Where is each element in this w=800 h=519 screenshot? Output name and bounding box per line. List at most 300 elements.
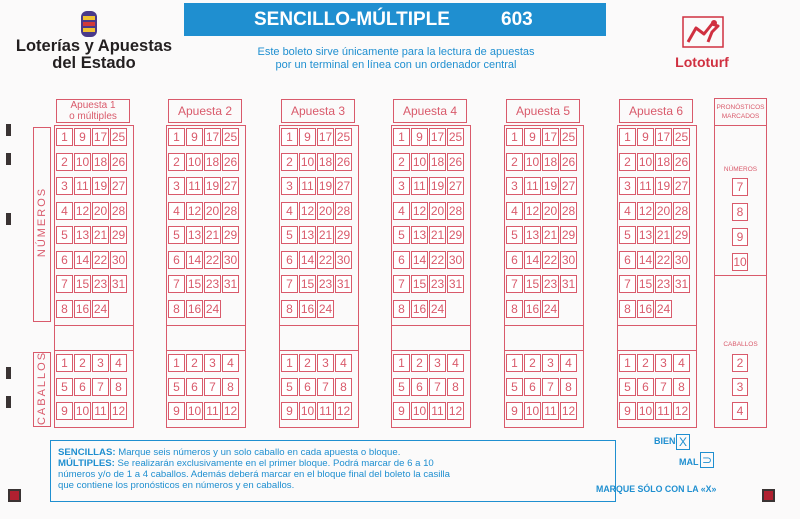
number-box[interactable]: 30 [336, 252, 351, 267]
number-box[interactable]: 4 [56, 202, 73, 220]
number-box[interactable]: 23 [656, 277, 671, 291]
number-box[interactable]: 15 [300, 277, 315, 291]
number-box[interactable]: 7 [56, 275, 73, 293]
number-box[interactable]: 30 [223, 252, 238, 267]
number-box[interactable]: 24 [205, 301, 220, 316]
number-box[interactable]: 5 [619, 226, 636, 244]
number-box[interactable]: 4 [168, 202, 185, 220]
number-box[interactable]: 10 [412, 154, 427, 169]
number-box[interactable]: 28 [561, 203, 576, 218]
number-box[interactable]: 26 [223, 154, 238, 169]
horse-box[interactable]: 2 [637, 354, 654, 372]
number-box[interactable]: 21 [430, 228, 445, 242]
number-box[interactable]: 21 [543, 228, 558, 242]
horse-box[interactable]: 12 [561, 404, 576, 418]
number-box[interactable]: 31 [223, 277, 238, 291]
number-box[interactable]: 4 [393, 202, 410, 220]
number-box[interactable]: 20 [543, 203, 558, 218]
number-box[interactable]: 10 [525, 154, 540, 169]
number-box[interactable]: 3 [56, 177, 73, 195]
number-box[interactable]: 5 [281, 226, 298, 244]
number-box[interactable]: 23 [93, 277, 108, 291]
horse-box[interactable]: 4 [222, 354, 239, 372]
horse-box[interactable]: 9 [506, 402, 523, 420]
block-divider [617, 325, 697, 326]
number-box[interactable]: 21 [93, 228, 108, 242]
number-box[interactable]: 16 [300, 301, 315, 316]
number-box[interactable]: 1 [56, 128, 73, 146]
number-box[interactable]: 7 [281, 275, 298, 293]
number-box[interactable]: 12 [412, 203, 427, 218]
number-box[interactable]: 14 [75, 252, 90, 267]
subtitle-line-1: Este boleto sirve únicamente para la lectura de apuestas [257, 46, 535, 58]
number-box[interactable]: 2 [281, 153, 298, 171]
multiples-label: MÚLTIPLES: [58, 458, 115, 469]
block-header: Apuesta 4 [393, 99, 467, 123]
horse-box[interactable]: 1 [506, 354, 523, 372]
horse-box[interactable]: 11 [317, 402, 334, 420]
number-box[interactable]: 13 [525, 228, 540, 242]
number-box[interactable]: 2 [168, 153, 185, 171]
number-box[interactable]: 29 [674, 228, 689, 242]
number-box[interactable]: 17 [543, 130, 558, 144]
number-box[interactable]: 25 [111, 130, 126, 144]
horse-box[interactable]: 2 [299, 354, 316, 372]
horse-box[interactable]: 5 [56, 378, 73, 396]
number-box[interactable]: 1 [281, 128, 298, 146]
horse-box[interactable]: 12 [674, 404, 689, 418]
horse-box[interactable]: 11 [542, 402, 559, 420]
number-box[interactable]: 31 [448, 277, 463, 291]
pronosticos-divider [714, 275, 767, 276]
horse-box[interactable]: 8 [447, 378, 464, 396]
block-header: Apuesta 6 [619, 99, 693, 123]
number-box[interactable]: 18 [205, 154, 220, 169]
horse-box[interactable]: 7 [92, 378, 109, 396]
number-box[interactable]: 19 [93, 179, 108, 193]
number-box[interactable]: 10 [75, 154, 90, 169]
number-box[interactable]: 17 [318, 130, 333, 144]
block-divider [391, 325, 471, 326]
number-box[interactable]: 9 [411, 128, 428, 146]
number-box[interactable]: 30 [448, 252, 463, 267]
number-box[interactable]: 13 [300, 228, 315, 242]
number-box[interactable]: 14 [525, 252, 540, 267]
number-box[interactable]: 6 [506, 251, 523, 269]
mal-example-box: ⊃ [701, 453, 713, 467]
pronostico-caballos-box[interactable]: 2 [732, 354, 748, 372]
brand-line-2: del Estado [52, 54, 136, 72]
number-box[interactable]: 25 [448, 130, 463, 144]
number-box[interactable]: 5 [56, 226, 73, 244]
number-box[interactable]: 16 [412, 301, 427, 316]
number-box[interactable]: 30 [674, 252, 689, 267]
number-box[interactable]: 8 [393, 300, 410, 318]
horse-box[interactable]: 3 [429, 354, 446, 372]
horse-box[interactable]: 7 [204, 378, 221, 396]
pronosticos-title-2: MARCADOS [721, 113, 760, 120]
number-box[interactable]: 2 [619, 153, 636, 171]
number-box[interactable]: 27 [448, 179, 463, 193]
horse-box[interactable]: 8 [560, 378, 577, 396]
horse-box[interactable]: 5 [281, 378, 298, 396]
number-box[interactable]: 7 [393, 275, 410, 293]
horse-box[interactable]: 3 [317, 354, 334, 372]
horse-box[interactable]: 10 [75, 404, 90, 418]
number-box[interactable]: 8 [506, 300, 523, 318]
number-box[interactable]: 23 [543, 277, 558, 291]
horse-box[interactable]: 10 [300, 404, 315, 418]
number-box[interactable]: 18 [656, 154, 671, 169]
pronosticos-title-1: PRONÓSTICOS [716, 104, 765, 111]
horse-box[interactable]: 12 [223, 404, 238, 418]
number-box[interactable]: 11 [74, 177, 91, 195]
number-box[interactable]: 30 [561, 252, 576, 267]
multiples-text-1: Se realizarán exclusivamente en el primer bloque. Podrá marcar de 6 a 10 [114, 458, 434, 469]
number-box[interactable]: 21 [318, 228, 333, 242]
horse-box[interactable]: 2 [524, 354, 541, 372]
number-box[interactable]: 3 [168, 177, 185, 195]
mal-label: MAL [679, 457, 699, 467]
horse-box[interactable]: 9 [393, 402, 410, 420]
number-box[interactable]: 12 [300, 203, 315, 218]
number-box[interactable]: 5 [393, 226, 410, 244]
horse-box[interactable]: 6 [299, 378, 316, 396]
number-box[interactable]: 22 [656, 252, 671, 267]
number-box[interactable]: 20 [318, 203, 333, 218]
number-box[interactable]: 8 [56, 300, 73, 318]
number-box[interactable]: 10 [638, 154, 653, 169]
number-box[interactable]: 8 [281, 300, 298, 318]
horse-box[interactable]: 5 [393, 378, 410, 396]
number-box[interactable]: 22 [430, 252, 445, 267]
number-box[interactable]: 29 [336, 228, 351, 242]
number-box[interactable]: 11 [299, 177, 316, 195]
horse-box[interactable]: 9 [168, 402, 185, 420]
number-box[interactable]: 7 [506, 275, 523, 293]
number-box[interactable]: 29 [111, 228, 126, 242]
horse-box[interactable]: 9 [619, 402, 636, 420]
number-box[interactable]: 4 [281, 202, 298, 220]
horse-box[interactable]: 10 [412, 404, 427, 418]
corner-mark [8, 489, 21, 502]
horse-box[interactable]: 10 [187, 404, 202, 418]
number-box[interactable]: 13 [75, 228, 90, 242]
horse-box[interactable]: 3 [655, 354, 672, 372]
horse-box[interactable]: 9 [56, 402, 73, 420]
number-box[interactable]: 18 [430, 154, 445, 169]
brand-name [8, 38, 180, 72]
number-box[interactable]: 15 [75, 277, 90, 291]
number-box[interactable]: 23 [318, 277, 333, 291]
horse-box[interactable]: 11 [655, 402, 672, 420]
number-box[interactable]: 6 [393, 251, 410, 269]
multiples-text-2: números y/o de 1 a 4 caballos. Además deberá marcar en el bloque final del boleto la casilla [58, 469, 450, 480]
timing-mark [6, 396, 11, 408]
number-box[interactable]: 24 [93, 301, 108, 316]
number-box[interactable]: 6 [619, 251, 636, 269]
number-box[interactable]: 31 [336, 277, 351, 291]
horse-box[interactable]: 5 [168, 378, 185, 396]
lototurf-logo: Lototurf [675, 54, 729, 70]
number-box[interactable]: 5 [168, 226, 185, 244]
number-box[interactable]: 25 [336, 130, 351, 144]
pronostico-numeros-box[interactable]: 10 [733, 255, 747, 269]
lae-emblem-icon [78, 9, 100, 39]
number-box[interactable]: 3 [393, 177, 410, 195]
number-box[interactable]: 11 [524, 177, 541, 195]
horse-box[interactable]: 7 [317, 378, 334, 396]
horse-box[interactable]: 1 [168, 354, 185, 372]
number-box[interactable]: 29 [561, 228, 576, 242]
number-box[interactable]: 12 [525, 203, 540, 218]
number-box[interactable]: 19 [318, 179, 333, 193]
number-box[interactable]: 16 [187, 301, 202, 316]
number-box[interactable]: 27 [111, 179, 126, 193]
number-box[interactable]: 21 [656, 228, 671, 242]
number-box[interactable]: 2 [393, 153, 410, 171]
number-box[interactable]: 31 [674, 277, 689, 291]
number-box[interactable]: 7 [619, 275, 636, 293]
number-box[interactable]: 23 [430, 277, 445, 291]
block-divider [391, 350, 471, 351]
number-box[interactable]: 1 [168, 128, 185, 146]
horse-box[interactable]: 4 [673, 354, 690, 372]
number-box[interactable]: 29 [448, 228, 463, 242]
horse-box[interactable]: 4 [560, 354, 577, 372]
number-box[interactable]: 18 [318, 154, 333, 169]
horse-box[interactable]: 11 [92, 402, 109, 420]
number-box[interactable]: 14 [187, 252, 202, 267]
number-box[interactable]: 16 [75, 301, 90, 316]
number-box[interactable]: 8 [619, 300, 636, 318]
horse-box[interactable]: 1 [619, 354, 636, 372]
number-box[interactable]: 26 [674, 154, 689, 169]
horse-box[interactable]: 1 [56, 354, 73, 372]
corner-mark [762, 489, 775, 502]
number-box[interactable]: 29 [223, 228, 238, 242]
number-box[interactable]: 15 [412, 277, 427, 291]
number-box[interactable]: 28 [336, 203, 351, 218]
block-divider [166, 350, 246, 351]
horse-box[interactable]: 4 [447, 354, 464, 372]
pronostico-numeros-box[interactable]: 7 [732, 178, 748, 196]
number-box[interactable]: 2 [506, 153, 523, 171]
pronostico-numeros-box[interactable]: 8 [732, 203, 748, 221]
horse-box[interactable]: 6 [74, 378, 91, 396]
number-box[interactable]: 26 [111, 154, 126, 169]
number-box[interactable]: 4 [619, 202, 636, 220]
number-box[interactable]: 17 [205, 130, 220, 144]
number-box[interactable]: 12 [638, 203, 653, 218]
horse-box[interactable]: 8 [110, 378, 127, 396]
horse-box[interactable]: 4 [335, 354, 352, 372]
horse-box[interactable]: 3 [92, 354, 109, 372]
number-box[interactable]: 25 [561, 130, 576, 144]
number-box[interactable]: 11 [186, 177, 203, 195]
number-box[interactable]: 9 [186, 128, 203, 146]
number-box[interactable]: 6 [281, 251, 298, 269]
number-box[interactable]: 9 [637, 128, 654, 146]
number-box[interactable]: 19 [656, 179, 671, 193]
number-box[interactable]: 9 [74, 128, 91, 146]
pronostico-numeros-box[interactable]: 9 [732, 228, 748, 246]
number-box[interactable]: 10 [300, 154, 315, 169]
number-box[interactable]: 27 [223, 179, 238, 193]
number-box[interactable]: 15 [638, 277, 653, 291]
number-box[interactable]: 25 [223, 130, 238, 144]
horse-box[interactable]: 8 [335, 378, 352, 396]
horse-box[interactable]: 12 [111, 404, 126, 418]
horse-box[interactable]: 7 [429, 378, 446, 396]
number-box[interactable]: 20 [656, 203, 671, 218]
horse-box[interactable]: 1 [393, 354, 410, 372]
number-box[interactable]: 20 [205, 203, 220, 218]
block-divider [617, 350, 697, 351]
instructions-sencillas [58, 447, 615, 458]
number-box[interactable]: 18 [543, 154, 558, 169]
horse-box[interactable]: 2 [74, 354, 91, 372]
horse-box[interactable]: 7 [542, 378, 559, 396]
number-box[interactable]: 15 [187, 277, 202, 291]
number-box[interactable]: 5 [506, 226, 523, 244]
number-box[interactable]: 9 [299, 128, 316, 146]
number-box[interactable]: 17 [430, 130, 445, 144]
number-box[interactable]: 26 [448, 154, 463, 169]
number-box[interactable]: 20 [93, 203, 108, 218]
number-box[interactable]: 13 [187, 228, 202, 242]
timing-mark [6, 124, 11, 136]
number-box[interactable]: 17 [656, 130, 671, 144]
number-box[interactable]: 24 [318, 301, 333, 316]
number-box[interactable]: 26 [336, 154, 351, 169]
number-box[interactable]: 22 [543, 252, 558, 267]
number-box[interactable]: 19 [205, 179, 220, 193]
horse-box[interactable]: 10 [525, 404, 540, 418]
title-bar [184, 3, 606, 36]
number-box[interactable]: 24 [430, 301, 445, 316]
number-box[interactable]: 2 [56, 153, 73, 171]
number-box[interactable]: 22 [93, 252, 108, 267]
horse-box[interactable]: 2 [411, 354, 428, 372]
number-box[interactable]: 6 [168, 251, 185, 269]
number-box[interactable]: 3 [619, 177, 636, 195]
number-box[interactable]: 27 [674, 179, 689, 193]
horse-box[interactable]: 3 [542, 354, 559, 372]
sencillas-label: SENCILLAS: [58, 447, 116, 458]
marking-instruction: MARQUE SÓLO CON LA «X» [596, 484, 717, 494]
number-box[interactable]: 23 [205, 277, 220, 291]
number-box[interactable]: 16 [525, 301, 540, 316]
number-box[interactable]: 19 [543, 179, 558, 193]
horse-box[interactable]: 6 [411, 378, 428, 396]
number-box[interactable]: 7 [168, 275, 185, 293]
pronostico-caballos-box[interactable]: 3 [732, 378, 748, 396]
number-box[interactable]: 28 [448, 203, 463, 218]
number-box[interactable]: 27 [336, 179, 351, 193]
number-box[interactable]: 14 [300, 252, 315, 267]
timing-mark [6, 367, 11, 379]
number-box[interactable]: 19 [430, 179, 445, 193]
block-header: Apuesta 2 [168, 99, 242, 123]
number-box[interactable]: 11 [411, 177, 428, 195]
horse-box[interactable]: 12 [336, 404, 351, 418]
horse-box[interactable]: 9 [281, 402, 298, 420]
number-box[interactable]: 9 [524, 128, 541, 146]
horse-box[interactable]: 7 [655, 378, 672, 396]
number-box[interactable]: 16 [638, 301, 653, 316]
number-box[interactable]: 31 [111, 277, 126, 291]
number-box[interactable]: 8 [168, 300, 185, 318]
number-box[interactable]: 28 [223, 203, 238, 218]
number-box[interactable]: 17 [93, 130, 108, 144]
number-box[interactable]: 18 [93, 154, 108, 169]
number-box[interactable]: 21 [205, 228, 220, 242]
block-header: Apuesta 3 [281, 99, 355, 123]
horse-box[interactable]: 12 [448, 404, 463, 418]
pronostico-caballos-box[interactable]: 4 [732, 402, 748, 420]
number-box[interactable]: 4 [506, 202, 523, 220]
number-box[interactable]: 3 [506, 177, 523, 195]
horse-box[interactable]: 8 [673, 378, 690, 396]
horse-box[interactable]: 11 [429, 402, 446, 420]
number-box[interactable]: 24 [543, 301, 558, 316]
subtitle-line-2: por un terminal en línea con un ordenador central [275, 59, 517, 71]
number-box[interactable]: 27 [561, 179, 576, 193]
horse-box[interactable]: 10 [638, 404, 653, 418]
horse-box[interactable]: 4 [110, 354, 127, 372]
number-box[interactable]: 26 [561, 154, 576, 169]
number-box[interactable]: 12 [75, 203, 90, 218]
number-box[interactable]: 24 [656, 301, 671, 316]
number-box[interactable]: 12 [187, 203, 202, 218]
number-box[interactable]: 31 [561, 277, 576, 291]
number-box[interactable]: 20 [430, 203, 445, 218]
number-box[interactable]: 1 [506, 128, 523, 146]
horse-box[interactable]: 5 [619, 378, 636, 396]
number-box[interactable]: 14 [638, 252, 653, 267]
horse-box[interactable]: 8 [222, 378, 239, 396]
number-box[interactable]: 28 [674, 203, 689, 218]
number-box[interactable]: 11 [637, 177, 654, 195]
caballos-side-label: CABALLOS [36, 350, 48, 426]
number-box[interactable]: 22 [205, 252, 220, 267]
block-header: Apuesta 5 [506, 99, 580, 123]
number-box[interactable]: 10 [187, 154, 202, 169]
horse-box[interactable]: 6 [186, 378, 203, 396]
number-box[interactable]: 13 [412, 228, 427, 242]
number-box[interactable]: 6 [56, 251, 73, 269]
horse-box[interactable]: 11 [204, 402, 221, 420]
horse-box[interactable]: 6 [637, 378, 654, 396]
number-box[interactable]: 30 [111, 252, 126, 267]
number-box[interactable]: 13 [638, 228, 653, 242]
number-box[interactable]: 25 [674, 130, 689, 144]
horse-box[interactable]: 1 [281, 354, 298, 372]
horse-box[interactable]: 2 [186, 354, 203, 372]
number-box[interactable]: 14 [412, 252, 427, 267]
number-box[interactable]: 3 [281, 177, 298, 195]
horse-box[interactable]: 3 [204, 354, 221, 372]
number-box[interactable]: 22 [318, 252, 333, 267]
horse-box[interactable]: 6 [524, 378, 541, 396]
horse-box[interactable]: 5 [506, 378, 523, 396]
number-box[interactable]: 1 [619, 128, 636, 146]
number-box[interactable]: 1 [393, 128, 410, 146]
number-box[interactable]: 15 [525, 277, 540, 291]
timing-mark [6, 153, 11, 165]
number-box[interactable]: 28 [111, 203, 126, 218]
